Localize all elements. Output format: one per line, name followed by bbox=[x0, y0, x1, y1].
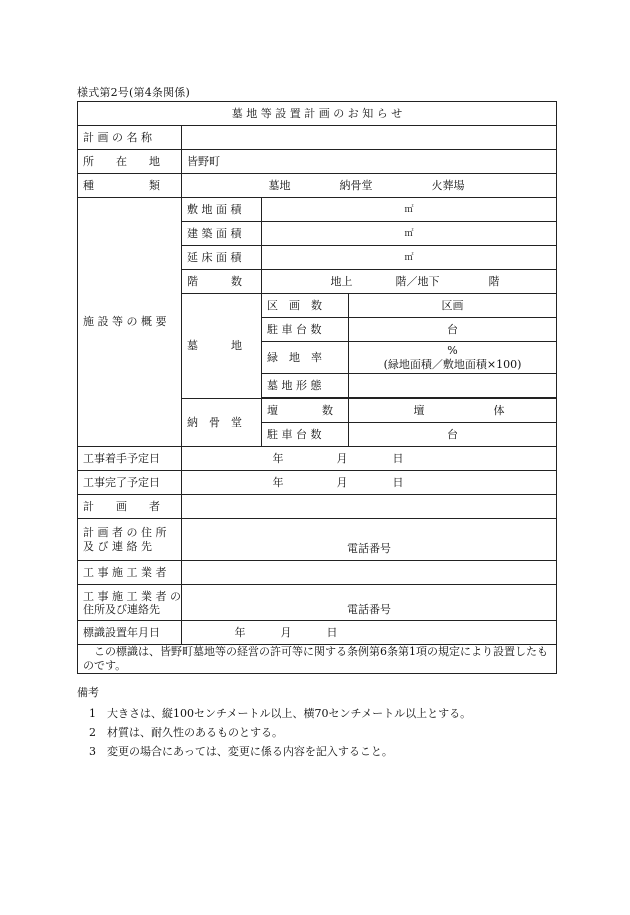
floors-label: 階 数 bbox=[182, 270, 262, 294]
remarks-item bbox=[77, 743, 556, 759]
planner-phone-label: 電話番号 bbox=[347, 542, 392, 555]
site-area-field[interactable] bbox=[262, 198, 557, 222]
facility-label: 施 設 等 の 概 要 bbox=[78, 198, 182, 447]
body-unit: 体 bbox=[493, 403, 505, 417]
sections-field[interactable] bbox=[349, 294, 557, 318]
start-day: 日 bbox=[392, 451, 404, 465]
start-month: 月 bbox=[336, 451, 348, 465]
building-area-unit: ㎡ bbox=[404, 229, 414, 239]
remarks-item bbox=[77, 724, 556, 740]
floors-above-text: 地上 bbox=[330, 274, 353, 288]
remarks-item-number: 2 bbox=[89, 726, 96, 739]
planner-address-label-line2: 及 び 連 絡 先 bbox=[83, 539, 152, 553]
green-ratio-field[interactable] bbox=[349, 342, 557, 374]
cemetery-parking-unit: 台 bbox=[447, 322, 459, 336]
altar-unit: 壇 bbox=[413, 403, 425, 417]
site-area-unit: ㎡ bbox=[404, 205, 414, 215]
remarks-section bbox=[77, 684, 556, 762]
cemetery-label: 墓 地 bbox=[182, 294, 262, 399]
remarks-heading: 備考 bbox=[77, 686, 99, 699]
contractor-address-label-line1: 工 事 施 工 業 者 の bbox=[83, 589, 181, 603]
ossuary-parking-field[interactable] bbox=[349, 423, 557, 447]
sign-day: 日 bbox=[326, 625, 338, 639]
planner-address-field[interactable] bbox=[182, 519, 557, 561]
contractor-label: 工 事 施 工 業 者 bbox=[78, 561, 182, 585]
floors-field[interactable] bbox=[262, 270, 557, 294]
type-option-cemetery[interactable]: 墓地 bbox=[268, 178, 291, 192]
type-option-crematorium[interactable]: 火葬場 bbox=[431, 178, 465, 192]
altar-count-label: 壇 数 bbox=[262, 399, 349, 423]
start-year: 年 bbox=[272, 451, 284, 465]
contractor-phone-label: 電話番号 bbox=[347, 603, 392, 616]
contractor-field[interactable] bbox=[182, 561, 557, 585]
ossuary-parking-label: 駐 車 台 数 bbox=[262, 423, 349, 447]
floor-area-field[interactable] bbox=[262, 246, 557, 270]
planner-label: 計 画 者 bbox=[78, 495, 182, 519]
sign-date-label: 標識設置年月日 bbox=[78, 621, 182, 645]
plan-name-label: 計 画 の 名 称 bbox=[78, 126, 182, 150]
ossuary-label: 納 骨 堂 bbox=[182, 399, 262, 447]
sign-note: この標識は、皆野町墓地等の経営の許可等に関する条例第6条第1項の規定により設置したものです。 bbox=[78, 645, 557, 674]
cemetery-parking-label: 駐 車 台 数 bbox=[262, 318, 349, 342]
altar-count-field[interactable] bbox=[349, 399, 557, 423]
location-field[interactable]: 皆野町 bbox=[182, 150, 557, 174]
complete-year: 年 bbox=[272, 475, 284, 489]
form-title: 墓 地 等 設 置 計 画 の お 知 ら せ bbox=[78, 102, 557, 126]
cemetery-shape-label: 墓 地 形 態 bbox=[262, 374, 349, 398]
building-area-label: 建 築 面 積 bbox=[182, 222, 262, 246]
contractor-address-label bbox=[78, 585, 182, 621]
contractor-address-label-line2: 住所及び連絡先 bbox=[83, 602, 160, 616]
sections-unit: 区画 bbox=[441, 298, 464, 312]
form-number: 様式第2号(第4条関係) bbox=[77, 86, 190, 99]
floors-end-text: 階 bbox=[488, 274, 500, 288]
sign-year: 年 bbox=[234, 625, 246, 639]
remarks-item bbox=[77, 705, 556, 721]
floor-area-label: 延 床 面 積 bbox=[182, 246, 262, 270]
complete-month: 月 bbox=[336, 475, 348, 489]
green-ratio-formula: (緑地面積／敷地面積×100) bbox=[383, 357, 522, 371]
sections-label: 区 画 数 bbox=[262, 294, 349, 318]
sign-month: 月 bbox=[280, 625, 292, 639]
green-ratio-label: 緑 地 率 bbox=[262, 342, 349, 374]
building-area-field[interactable] bbox=[262, 222, 557, 246]
plan-name-field[interactable] bbox=[182, 126, 557, 150]
remarks-item-text: 変更の場合にあっては、変更に係る内容を記入すること。 bbox=[107, 745, 393, 758]
start-date-label: 工事着手予定日 bbox=[78, 447, 182, 471]
planner-address-label bbox=[78, 519, 182, 561]
floor-area-unit: ㎡ bbox=[404, 253, 414, 263]
location-label: 所 在 地 bbox=[78, 150, 182, 174]
type-label: 種 類 bbox=[78, 174, 182, 198]
remarks-item-text: 材質は、耐久性のあるものとする。 bbox=[107, 726, 283, 739]
complete-date-field[interactable] bbox=[182, 471, 557, 495]
remarks-item-text: 大きさは、縦100センチメートル以上、横70センチメートル以上とする。 bbox=[107, 707, 472, 720]
green-ratio-unit: % bbox=[447, 343, 458, 357]
site-area-label: 敷 地 面 積 bbox=[182, 198, 262, 222]
remarks-item-number: 1 bbox=[89, 707, 96, 720]
start-date-field[interactable] bbox=[182, 447, 557, 471]
floors-mid-text: 階／地下 bbox=[395, 274, 440, 288]
ossuary-parking-unit: 台 bbox=[447, 427, 459, 441]
type-options bbox=[182, 174, 557, 198]
planner-field[interactable] bbox=[182, 495, 557, 519]
planner-address-label-line1: 計 画 者 の 住 所 bbox=[83, 525, 167, 539]
complete-date-label: 工事完了予定日 bbox=[78, 471, 182, 495]
complete-day: 日 bbox=[392, 475, 404, 489]
cemetery-parking-field[interactable] bbox=[349, 318, 557, 342]
sign-date-field[interactable] bbox=[182, 621, 557, 645]
contractor-address-field[interactable] bbox=[182, 585, 557, 621]
remarks-item-number: 3 bbox=[89, 745, 96, 758]
type-option-ossuary[interactable]: 納骨堂 bbox=[339, 178, 373, 192]
notice-form-table bbox=[77, 101, 557, 674]
cemetery-shape-field[interactable] bbox=[349, 374, 557, 398]
